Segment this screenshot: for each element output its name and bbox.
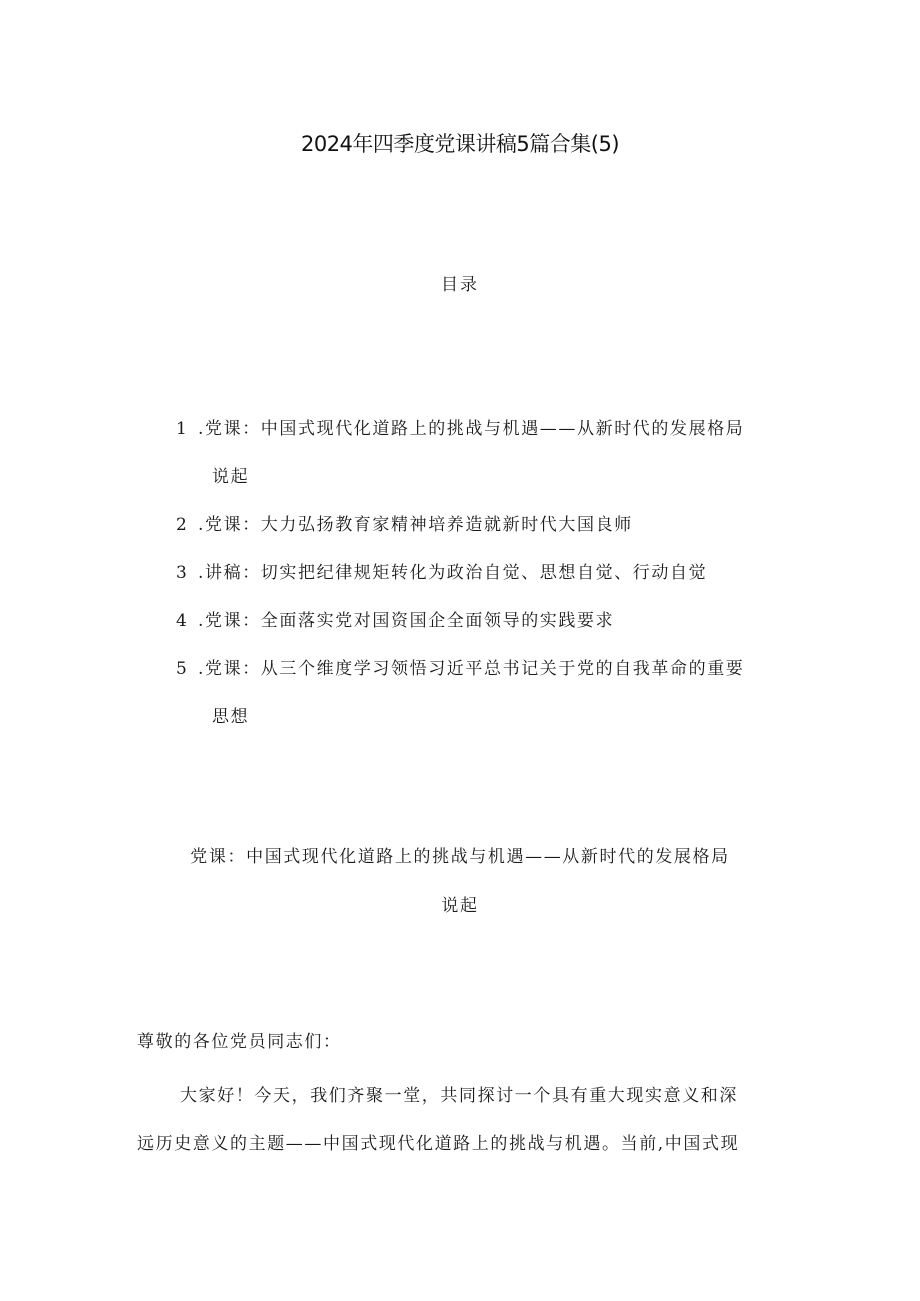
section-title <box>0 833 920 931</box>
toc-item-continuation: 思想 <box>212 707 250 727</box>
section-title-line-1: 党课：中国式现代化道路上的挑战与机遇——从新时代的发展格局 <box>190 847 730 867</box>
toc-item-text: .党课：中国式现代化道路上的挑战与机遇——从新时代的发展格局 <box>198 419 745 439</box>
toc-item-number: 5 <box>176 659 189 679</box>
toc-item-number: 3 <box>176 563 189 583</box>
paragraph-line-2: 远历史意义的主题——中国式现代化道路上的挑战与机遇。当前,中国式现 <box>137 1134 740 1154</box>
toc-item-4[interactable] <box>176 597 816 645</box>
toc-item-5[interactable] <box>176 645 816 741</box>
toc-item-number: 4 <box>176 611 189 631</box>
toc-item-text: .党课：从三个维度学习领悟习近平总书记关于党的自我革命的重要 <box>198 659 745 679</box>
toc-heading: 目录 <box>441 275 479 295</box>
toc-item-number: 1 <box>176 419 189 439</box>
section-title-line-2: 说起 <box>441 896 479 916</box>
toc-item-1[interactable] <box>176 405 816 501</box>
table-of-contents <box>176 405 816 741</box>
document-title: 2024年四季度党课讲稿5篇合集(5) <box>300 132 620 156</box>
toc-item-number: 2 <box>176 515 189 535</box>
toc-item-text: .党课：大力弘扬教育家精神培养造就新时代大国良师 <box>198 515 633 535</box>
toc-item-text: .党课：全面落实党对国资国企全面领导的实践要求 <box>198 611 615 631</box>
paragraph-line-1: 大家好！今天，我们齐聚一堂，共同探讨一个具有重大现实意义和深 <box>180 1086 738 1106</box>
toc-item-continuation: 说起 <box>212 467 250 487</box>
body-paragraph <box>137 1072 787 1168</box>
toc-item-3[interactable] <box>176 549 816 597</box>
toc-item-text: .讲稿：切实把纪律规矩转化为政治自觉、思想自觉、行动自觉 <box>198 563 708 583</box>
toc-item-2[interactable] <box>176 501 816 549</box>
greeting: 尊敬的各位党员同志们： <box>137 1032 342 1052</box>
